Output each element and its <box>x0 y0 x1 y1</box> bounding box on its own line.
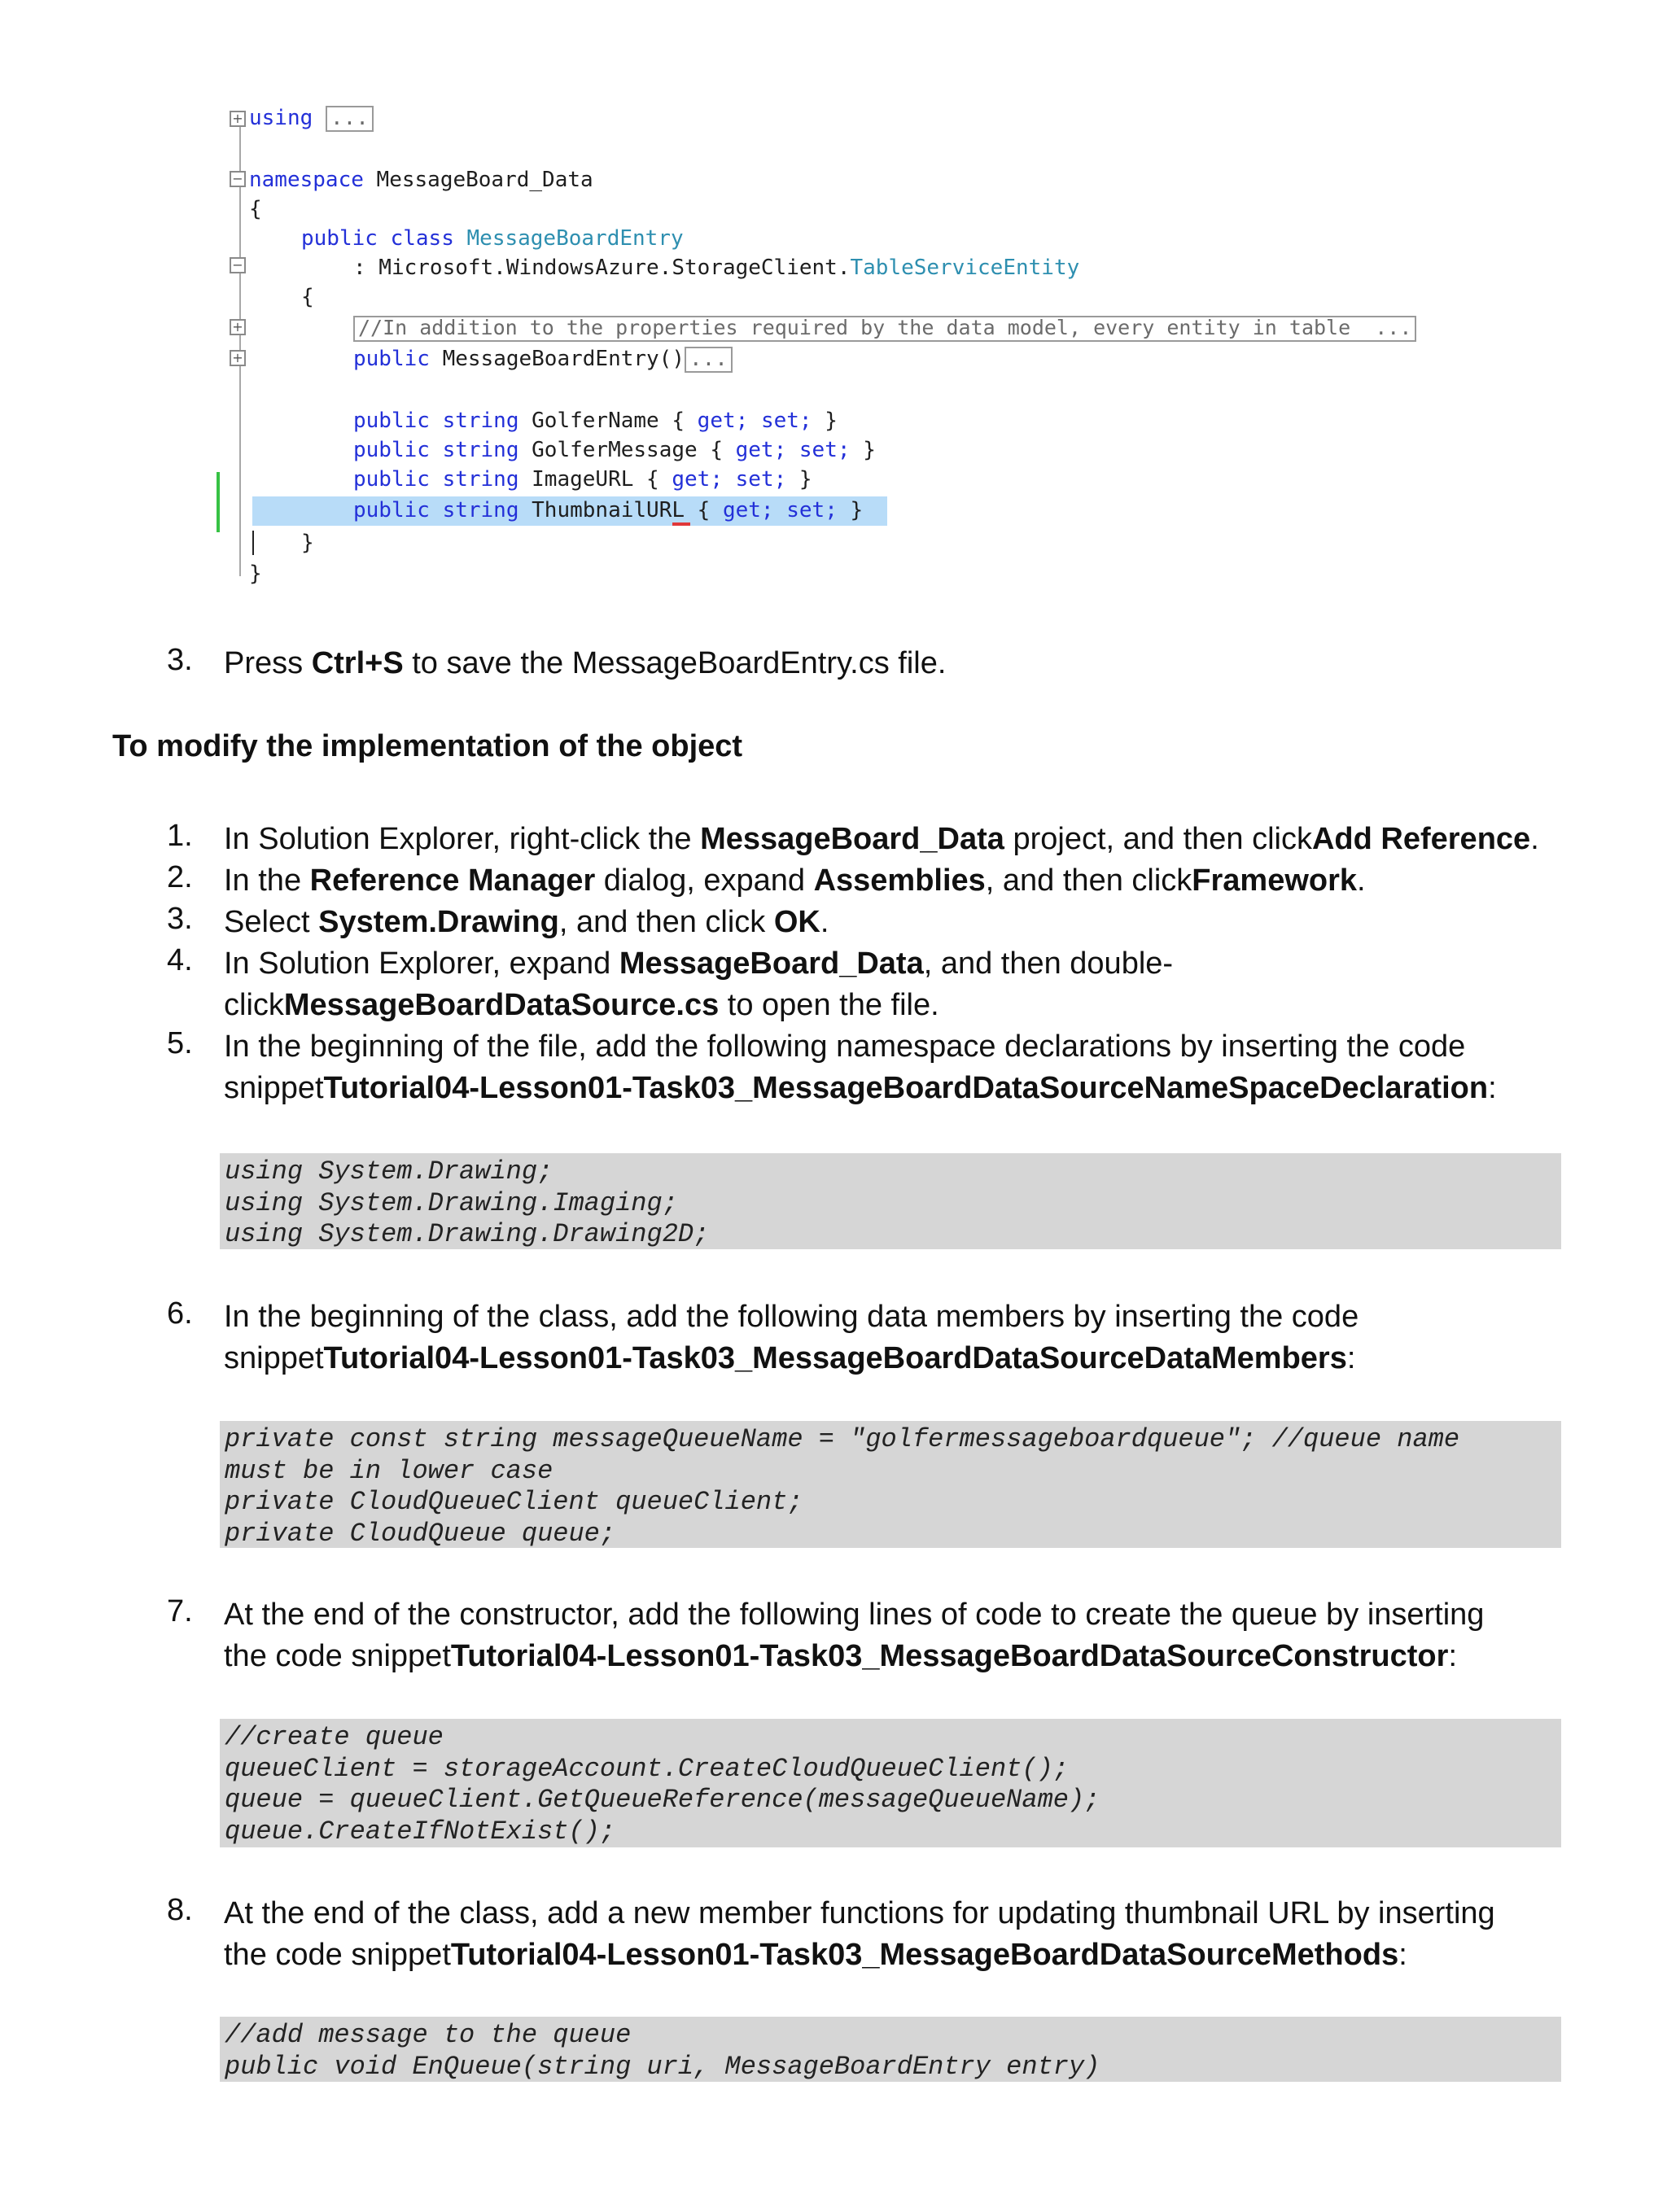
step-number: 6. <box>167 1296 193 1331</box>
expand-icon[interactable]: + <box>230 111 246 127</box>
brace: { <box>249 197 262 221</box>
step-item <box>167 819 1567 861</box>
error-squiggle <box>672 522 690 526</box>
step-text: At the end of the constructor, add the following lines of code to create the queue by inserting the code snippetTutorial04-Lesson01-Task03_MessageBoardDataSourceConstructor: <box>224 1598 1485 1673</box>
code-line: queue.CreateIfNotExist(); <box>225 1816 616 1847</box>
code-line: using System.Drawing; <box>225 1156 553 1187</box>
using-keyword: using <box>249 106 313 130</box>
namespace-keyword: namespace <box>249 168 364 192</box>
step-item <box>167 1893 1567 1978</box>
step-text: In the beginning of the class, add the following data members by inserting the code snippetTutorial04-Lesson01-Task03_MessageBoardDataSourceDataMembers: <box>224 1300 1359 1375</box>
code-line: using System.Drawing.Imaging; <box>225 1187 678 1218</box>
keyboard-shortcut: Ctrl+S <box>311 646 404 680</box>
section-heading: To modify the implementation of the object <box>112 729 743 763</box>
code-line: queueClient = storageAccount.CreateCloudQueueClient(); <box>225 1753 1069 1784</box>
step-text: In the Reference Manager dialog, expand Assemblies, and then clickFramework. <box>224 863 1366 898</box>
code-line-brace <box>301 283 314 311</box>
step-number: 2. <box>167 860 193 894</box>
change-bar <box>217 472 220 532</box>
code-line-brace <box>249 560 262 588</box>
step-item <box>167 1026 1567 1111</box>
step-number: 3. <box>167 643 193 677</box>
collapsed-region-box[interactable]: ... <box>326 106 374 132</box>
step-text: In the beginning of the file, add the following namespace declarations by inserting the code snippetTutorial04-Lesson01-Task03_MessageBoardDataSourceNameSpaceDeclaration: <box>224 1029 1497 1105</box>
class-keyword: class <box>390 226 454 251</box>
code-snippet-namespaces <box>220 1153 1561 1249</box>
code-line: public void EnQueue(string uri, MessageBoardEntry entry) <box>225 2051 1100 2082</box>
code-line: queue = queueClient.GetQueueReference(messageQueueName); <box>225 1785 1100 1815</box>
code-line-property-selected: public string ThumbnailURL { get; set; } <box>353 498 864 522</box>
step-text: Press Ctrl+S to save the MessageBoardEntry.cs file. <box>224 646 947 680</box>
step-text: At the end of the class, add a new member functions for updating thumbnail URL by inserting the code snippetTutorial04-Lesson01-Task03_MessageBoardDataSourceMethods: <box>224 1896 1495 1972</box>
code-snippet-constructor <box>220 1719 1561 1847</box>
code-line-namespace <box>249 166 593 194</box>
code-line: private CloudQueueClient queueClient; <box>225 1487 803 1517</box>
step-number: 8. <box>167 1893 193 1927</box>
collapsed-region-box[interactable]: ... <box>685 347 733 373</box>
step-text: Select System.Drawing, and then click OK. <box>224 905 829 939</box>
collapse-icon[interactable]: − <box>230 257 246 273</box>
step-item <box>167 1594 1567 1679</box>
collapsed-comment-box[interactable]: //In addition to the properties required by the data model, every entity in table ... <box>353 316 1416 342</box>
public-keyword: public <box>301 226 378 251</box>
class-name: MessageBoardEntry <box>466 226 684 251</box>
step-number: 1. <box>167 819 193 853</box>
code-line-property: public string ImageURL { get; set; } <box>353 467 812 492</box>
code-line: using System.Drawing.Drawing2D; <box>225 1219 710 1249</box>
step-item <box>167 902 1567 944</box>
brace: } <box>249 562 262 586</box>
code-line-base <box>353 254 1079 282</box>
code-line-ctor <box>353 345 733 373</box>
step-item <box>167 860 1567 903</box>
collapse-icon[interactable]: − <box>230 171 246 187</box>
step-item <box>167 643 1567 685</box>
code-line-property: public string GolferMessage { get; set; } <box>353 438 876 462</box>
brace: { <box>301 285 314 309</box>
code-line: must be in lower case <box>225 1455 553 1486</box>
ctor-name: MessageBoardEntry() <box>442 347 685 371</box>
code-line: private CloudQueue queue; <box>225 1518 616 1549</box>
code-line-using <box>249 104 374 132</box>
step-item <box>167 943 1567 1028</box>
expand-icon[interactable]: + <box>230 319 246 335</box>
code-editor-screenshot <box>220 98 1522 602</box>
step-text: In Solution Explorer, right-click the MessageBoard_Data project, and then clickAdd Reference. <box>224 822 1539 856</box>
code-line-brace <box>301 529 314 557</box>
namespace-name: MessageBoard_Data <box>376 168 593 192</box>
expand-icon[interactable]: + <box>230 350 246 366</box>
base-type: TableServiceEntity <box>850 256 1080 280</box>
code-snippet-data-members <box>220 1421 1561 1548</box>
step-item <box>167 1296 1567 1381</box>
code-line: private const string messageQueueName = "golfermessageboardqueue"; //queue name <box>225 1424 1460 1454</box>
step-number: 3. <box>167 902 193 936</box>
step-text: In Solution Explorer, expand MessageBoard_Data, and then double- clickMessageBoardDataSource.cs to open the file. <box>224 946 1174 1022</box>
public-keyword: public <box>353 347 430 371</box>
cursor-caret <box>252 531 254 555</box>
step-number: 7. <box>167 1594 193 1628</box>
step-number: 4. <box>167 943 193 977</box>
code-snippet-methods <box>220 2017 1561 2082</box>
code-line: //create queue <box>225 1722 444 1752</box>
step-number: 5. <box>167 1026 193 1060</box>
code-line-brace <box>249 195 262 223</box>
code-line: //add message to the queue <box>225 2020 632 2050</box>
code-line-property: public string GolferName { get; set; } <box>353 409 838 433</box>
brace: } <box>301 531 314 555</box>
code-line-class <box>301 225 684 252</box>
code-line-comment <box>353 314 1416 342</box>
base-namespace: : Microsoft.WindowsAzure.StorageClient. <box>353 256 851 280</box>
